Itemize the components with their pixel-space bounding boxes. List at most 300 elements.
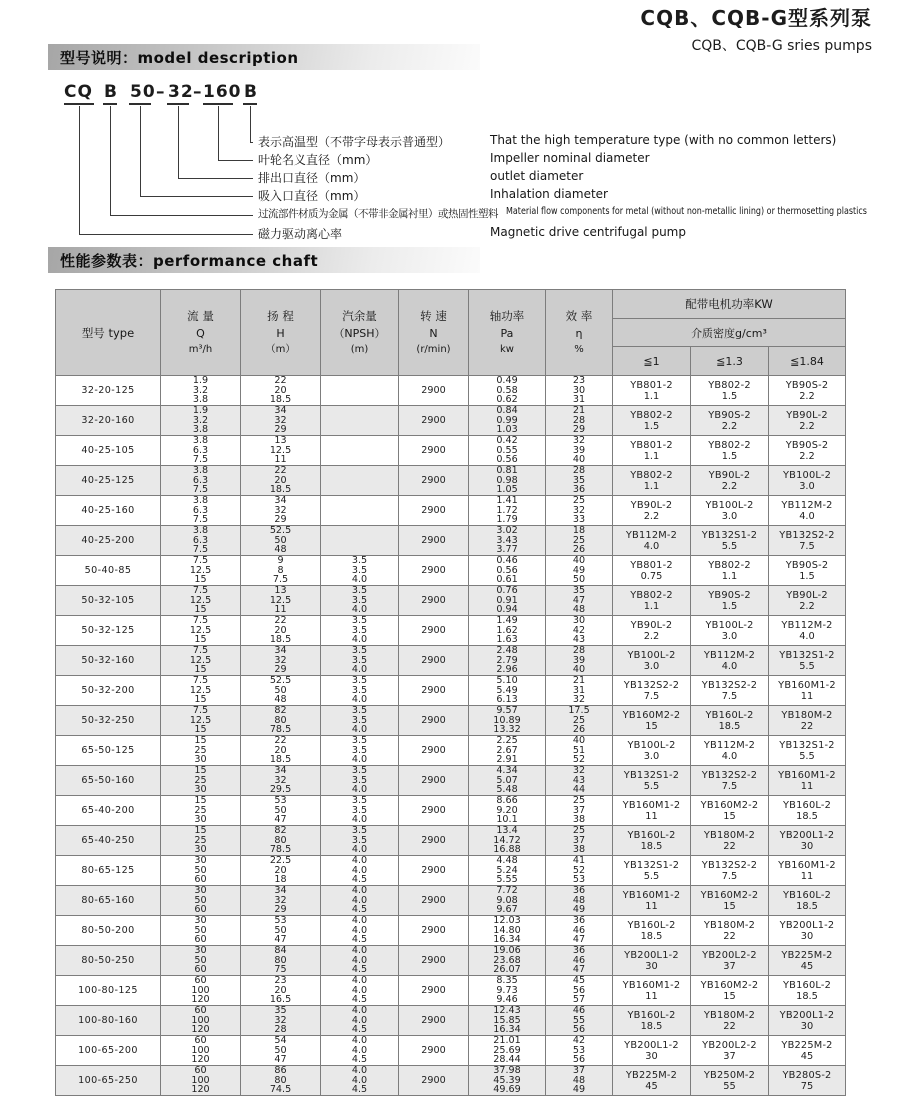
- cell-motor-1: YB160L-2 18.5: [613, 1006, 691, 1036]
- code-tick: [64, 103, 94, 105]
- table-row: [56, 826, 846, 856]
- cell-npsh: 4.0 4.0 4.5: [321, 1066, 399, 1096]
- legend-label-en: Magnetic drive centrifugal pump: [490, 225, 686, 239]
- cell-efficiency: 23 30 31: [546, 376, 613, 406]
- cell-head: 22 20 18.5: [241, 736, 321, 766]
- cell-motor-2: YB160L-2 18.5: [691, 706, 769, 736]
- col-header-npsh: 汽余量 （NPSH） (m): [321, 290, 399, 376]
- cell-shaft-power: 0.42 0.55 0.56: [469, 436, 546, 466]
- cell-speed: 2900: [399, 616, 469, 646]
- cell-motor-3: YB132S1-2 5.5: [769, 736, 846, 766]
- cell-motor-2: YB90S-2 2.2: [691, 406, 769, 436]
- cell-speed: 2900: [399, 796, 469, 826]
- performance-table-head: [56, 290, 846, 376]
- cell-efficiency: 21 31 32: [546, 676, 613, 706]
- cell-efficiency: 25 37 38: [546, 796, 613, 826]
- table-row: [56, 1036, 846, 1066]
- cell-shaft-power: 1.41 1.72 1.79: [469, 496, 546, 526]
- cell-efficiency: 17.5 25 26: [546, 706, 613, 736]
- cell-head: 86 80 74.5: [241, 1066, 321, 1096]
- table-row: [56, 766, 846, 796]
- model-code-part: 160: [203, 82, 242, 102]
- cell-shaft-power: 0.46 0.56 0.61: [469, 556, 546, 586]
- table-row: [56, 976, 846, 1006]
- code-tick: [243, 103, 257, 105]
- cell-efficiency: 41 52 53: [546, 856, 613, 886]
- table-row: [56, 916, 846, 946]
- legend-label-zh: 过流部件材质为金属（不带非金属衬里）或热固性塑料: [258, 208, 498, 220]
- table-row: [56, 556, 846, 586]
- col-header-motor-group: 配带电机功率KW: [613, 290, 846, 319]
- cell-motor-2: YB160M2-2 15: [691, 796, 769, 826]
- cell-type: 32-20-160: [56, 406, 161, 436]
- cell-flow: 7.5 12.5 15: [161, 646, 241, 676]
- table-row: [56, 856, 846, 886]
- cell-motor-3: YB160L-2 18.5: [769, 796, 846, 826]
- cell-flow: 7.5 12.5 15: [161, 586, 241, 616]
- code-tick: [103, 103, 117, 105]
- cell-type: 100-80-160: [56, 1006, 161, 1036]
- table-row: [56, 1006, 846, 1036]
- cell-motor-3: YB160L-2 18.5: [769, 976, 846, 1006]
- cell-motor-3: YB280S-2 75: [769, 1066, 846, 1096]
- cell-type: 40-25-105: [56, 436, 161, 466]
- model-code-part: 50: [130, 82, 156, 102]
- table-row: [56, 526, 846, 556]
- cell-motor-1: YB802-2 1.5: [613, 406, 691, 436]
- cell-head: 52.5 50 48: [241, 526, 321, 556]
- section-header-performance-label: 性能参数表：performance chaft: [60, 251, 319, 270]
- legend-label-en: That the high temperature type (with no common letters): [490, 133, 837, 147]
- cell-head: 34 32 29: [241, 406, 321, 436]
- cell-type: 100-65-200: [56, 1036, 161, 1066]
- cell-motor-1: YB160M1-2 11: [613, 796, 691, 826]
- cell-motor-1: YB100L-2 3.0: [613, 646, 691, 676]
- cell-motor-3: YB200L1-2 30: [769, 1006, 846, 1036]
- cell-efficiency: 36 48 49: [546, 886, 613, 916]
- cell-shaft-power: 19.06 23.68 26.07: [469, 946, 546, 976]
- cell-motor-1: YB802-2 1.1: [613, 586, 691, 616]
- cell-flow: 7.5 12.5 15: [161, 556, 241, 586]
- cell-motor-2: YB132S2-2 7.5: [691, 856, 769, 886]
- cell-npsh: [321, 466, 399, 496]
- cell-npsh: [321, 436, 399, 466]
- cell-motor-1: YB90L-2 2.2: [613, 616, 691, 646]
- cell-type: 80-50-200: [56, 916, 161, 946]
- table-row: [56, 406, 846, 436]
- cell-motor-1: YB112M-2 4.0: [613, 526, 691, 556]
- table-row: [56, 706, 846, 736]
- col-header-head: 扬 程 H （m）: [241, 290, 321, 376]
- cell-shaft-power: 2.48 2.79 2.96: [469, 646, 546, 676]
- cell-type: 50-32-250: [56, 706, 161, 736]
- cell-efficiency: 37 48 49: [546, 1066, 613, 1096]
- cell-speed: 2900: [399, 676, 469, 706]
- cell-head: 84 80 75: [241, 946, 321, 976]
- cell-type: 100-80-125: [56, 976, 161, 1006]
- cell-head: 53 50 47: [241, 796, 321, 826]
- cell-npsh: 4.0 4.0 4.5: [321, 886, 399, 916]
- cell-speed: 2900: [399, 646, 469, 676]
- cell-motor-3: YB100L-2 3.0: [769, 466, 846, 496]
- cell-motor-1: YB200L1-2 30: [613, 1036, 691, 1066]
- table-row: [56, 736, 846, 766]
- cell-head: 13 12.5 11: [241, 436, 321, 466]
- legend-label-zh: 叶轮名义直径（mm）: [258, 153, 378, 167]
- cell-motor-2: YB180M-2 22: [691, 826, 769, 856]
- cell-efficiency: 46 55 56: [546, 1006, 613, 1036]
- cell-npsh: 4.0 4.0 4.5: [321, 1036, 399, 1066]
- code-tick: [203, 103, 233, 105]
- cell-speed: 2900: [399, 526, 469, 556]
- cell-head: 82 80 78.5: [241, 826, 321, 856]
- cell-speed: 2900: [399, 886, 469, 916]
- cell-efficiency: 40 51 52: [546, 736, 613, 766]
- cell-npsh: 4.0 4.0 4.5: [321, 856, 399, 886]
- cell-head: 22.5 20 18: [241, 856, 321, 886]
- cell-motor-1: YB90L-2 2.2: [613, 496, 691, 526]
- cell-shaft-power: 8.66 9.20 10.1: [469, 796, 546, 826]
- cell-speed: 2900: [399, 1066, 469, 1096]
- cell-shaft-power: 4.48 5.24 5.55: [469, 856, 546, 886]
- cell-npsh: 3.5 3.5 4.0: [321, 736, 399, 766]
- cell-motor-2: YB802-2 1.1: [691, 556, 769, 586]
- cell-motor-2: YB180M-2 22: [691, 1006, 769, 1036]
- cell-motor-1: YB801-2 1.1: [613, 436, 691, 466]
- cell-type: 65-40-250: [56, 826, 161, 856]
- cell-shaft-power: 12.03 14.80 16.34: [469, 916, 546, 946]
- cell-flow: 60 100 120: [161, 1066, 241, 1096]
- cell-speed: 2900: [399, 856, 469, 886]
- table-row: [56, 616, 846, 646]
- cell-npsh: 4.0 4.0 4.5: [321, 916, 399, 946]
- cell-flow: 15 25 30: [161, 736, 241, 766]
- model-code-part: B: [104, 82, 118, 102]
- col-header-shaft-power: 轴功率 Pa kw: [469, 290, 546, 376]
- col-header-density-le1-3: ≦1.3: [691, 347, 769, 376]
- cell-flow: 7.5 12.5 15: [161, 676, 241, 706]
- cell-npsh: 3.5 3.5 4.0: [321, 706, 399, 736]
- cell-type: 80-65-125: [56, 856, 161, 886]
- cell-motor-3: YB160L-2 18.5: [769, 886, 846, 916]
- cell-motor-2: YB160M2-2 15: [691, 886, 769, 916]
- table-row: [56, 946, 846, 976]
- cell-motor-3: YB90S-2 2.2: [769, 376, 846, 406]
- cell-motor-1: YB160M1-2 11: [613, 976, 691, 1006]
- cell-motor-2: YB100L-2 3.0: [691, 496, 769, 526]
- cell-motor-1: YB100L-2 3.0: [613, 736, 691, 766]
- cell-motor-1: YB132S2-2 7.5: [613, 676, 691, 706]
- cell-efficiency: 36 46 47: [546, 916, 613, 946]
- cell-motor-2: YB200L2-2 37: [691, 1036, 769, 1066]
- cell-shaft-power: 0.76 0.91 0.94: [469, 586, 546, 616]
- cell-efficiency: 35 47 48: [546, 586, 613, 616]
- cell-motor-1: YB225M-2 45: [613, 1066, 691, 1096]
- table-row: [56, 586, 846, 616]
- legend-label-en: Material flow components for metal (without non-metallic lining) or thermosetting plastics: [506, 206, 867, 217]
- cell-shaft-power: 5.10 5.49 6.13: [469, 676, 546, 706]
- cell-type: 50-40-85: [56, 556, 161, 586]
- cell-speed: 2900: [399, 1036, 469, 1066]
- cell-type: 65-50-160: [56, 766, 161, 796]
- cell-npsh: 3.5 3.5 4.0: [321, 556, 399, 586]
- cell-efficiency: 40 49 50: [546, 556, 613, 586]
- cell-head: 13 12.5 11: [241, 586, 321, 616]
- legend-label-zh: 吸入口直径（mm）: [258, 189, 366, 203]
- cell-npsh: 3.5 3.5 4.0: [321, 646, 399, 676]
- cell-motor-1: YB132S1-2 5.5: [613, 766, 691, 796]
- cell-shaft-power: 8.35 9.73 9.46: [469, 976, 546, 1006]
- cell-shaft-power: 9.57 10.89 13.32: [469, 706, 546, 736]
- table-row: [56, 886, 846, 916]
- cell-shaft-power: 12.43 15.85 16.34: [469, 1006, 546, 1036]
- document-title-zh: CQB、CQB-G型系列泵: [640, 6, 872, 30]
- col-header-density: 介质密度g/cm³: [613, 319, 846, 347]
- legend-label-zh: 表示高温型（不带字母表示普通型）: [258, 135, 451, 149]
- section-header-performance: [48, 247, 480, 273]
- cell-type: 80-50-250: [56, 946, 161, 976]
- cell-efficiency: 21 28 29: [546, 406, 613, 436]
- cell-motor-3: YB160M1-2 11: [769, 766, 846, 796]
- cell-motor-3: YB160M1-2 11: [769, 676, 846, 706]
- cell-shaft-power: 1.49 1.62 1.63: [469, 616, 546, 646]
- col-header-flow: 流 量 Q m³/h: [161, 290, 241, 376]
- cell-npsh: 4.0 4.0 4.5: [321, 946, 399, 976]
- cell-flow: 30 50 60: [161, 856, 241, 886]
- cell-head: 82 80 78.5: [241, 706, 321, 736]
- cell-head: 54 50 47: [241, 1036, 321, 1066]
- code-tick: [129, 103, 151, 105]
- cell-type: 50-32-200: [56, 676, 161, 706]
- cell-type: 40-25-160: [56, 496, 161, 526]
- cell-motor-3: YB132S2-2 7.5: [769, 526, 846, 556]
- section-header-model-description: [48, 44, 480, 70]
- legend-label-zh: 磁力驱动离心率: [258, 227, 343, 241]
- cell-motor-3: YB225M-2 45: [769, 946, 846, 976]
- cell-speed: 2900: [399, 916, 469, 946]
- cell-motor-3: YB180M-2 22: [769, 706, 846, 736]
- cell-motor-2: YB132S2-2 7.5: [691, 676, 769, 706]
- col-header-efficiency: 效 率 η %: [546, 290, 613, 376]
- cell-type: 50-32-125: [56, 616, 161, 646]
- document-title-en: CQB、CQB-G sries pumps: [691, 38, 872, 54]
- cell-motor-2: YB802-2 1.5: [691, 376, 769, 406]
- cell-speed: 2900: [399, 556, 469, 586]
- col-header-type: 型号 type: [56, 290, 161, 376]
- cell-motor-3: YB200L1-2 30: [769, 916, 846, 946]
- cell-flow: 15 25 30: [161, 766, 241, 796]
- cell-motor-2: YB180M-2 22: [691, 916, 769, 946]
- cell-speed: 2900: [399, 976, 469, 1006]
- cell-npsh: [321, 526, 399, 556]
- cell-head: 34 32 29.5: [241, 766, 321, 796]
- cell-head: 52.5 50 48: [241, 676, 321, 706]
- cell-flow: 7.5 12.5 15: [161, 706, 241, 736]
- cell-motor-1: YB801-2 1.1: [613, 376, 691, 406]
- cell-motor-3: YB200L1-2 30: [769, 826, 846, 856]
- cell-head: 34 32 29: [241, 496, 321, 526]
- cell-speed: 2900: [399, 496, 469, 526]
- model-code-part: –: [156, 82, 166, 102]
- cell-motor-1: YB160M1-2 11: [613, 886, 691, 916]
- cell-shaft-power: 0.84 0.99 1.03: [469, 406, 546, 436]
- cell-head: 22 20 18.5: [241, 466, 321, 496]
- cell-efficiency: 30 42 43: [546, 616, 613, 646]
- cell-motor-2: YB250M-2 55: [691, 1066, 769, 1096]
- model-code-part: –: [193, 82, 203, 102]
- cell-shaft-power: 2.25 2.67 2.91: [469, 736, 546, 766]
- connector-line: [79, 106, 253, 235]
- cell-type: 40-25-200: [56, 526, 161, 556]
- cell-motor-2: YB112M-2 4.0: [691, 736, 769, 766]
- cell-flow: 30 50 60: [161, 916, 241, 946]
- document-title: [640, 2, 872, 55]
- cell-shaft-power: 3.02 3.43 3.77: [469, 526, 546, 556]
- col-header-speed: 转 速 N (r/min): [399, 290, 469, 376]
- cell-type: 65-40-200: [56, 796, 161, 826]
- col-header-density-le1: ≦1: [613, 347, 691, 376]
- cell-npsh: 3.5 3.5 4.0: [321, 766, 399, 796]
- cell-head: 34 32 29: [241, 646, 321, 676]
- cell-head: 34 32 29: [241, 886, 321, 916]
- cell-npsh: [321, 406, 399, 436]
- cell-npsh: [321, 376, 399, 406]
- table-row: [56, 436, 846, 466]
- cell-speed: 2900: [399, 406, 469, 436]
- cell-type: 40-25-125: [56, 466, 161, 496]
- cell-efficiency: 18 25 26: [546, 526, 613, 556]
- cell-motor-1: YB132S1-2 5.5: [613, 856, 691, 886]
- cell-motor-2: YB200L2-2 37: [691, 946, 769, 976]
- cell-npsh: 4.0 4.0 4.5: [321, 1006, 399, 1036]
- cell-type: 32-20-125: [56, 376, 161, 406]
- cell-motor-3: YB90L-2 2.2: [769, 406, 846, 436]
- cell-head: 23 20 16.5: [241, 976, 321, 1006]
- cell-motor-3: YB90S-2 2.2: [769, 436, 846, 466]
- cell-flow: 30 50 60: [161, 946, 241, 976]
- cell-flow: 60 100 120: [161, 976, 241, 1006]
- code-tick: [167, 103, 189, 105]
- cell-efficiency: 28 35 36: [546, 466, 613, 496]
- cell-motor-1: YB200L1-2 30: [613, 946, 691, 976]
- legend-label-en: outlet diameter: [490, 169, 584, 183]
- cell-motor-1: YB160L-2 18.5: [613, 916, 691, 946]
- legend-label-en: Inhalation diameter: [490, 187, 608, 201]
- cell-npsh: [321, 496, 399, 526]
- cell-head: 22 20 18.5: [241, 616, 321, 646]
- table-row: [56, 496, 846, 526]
- table-row: [56, 796, 846, 826]
- model-code-diagram: [0, 82, 900, 244]
- cell-type: 50-32-105: [56, 586, 161, 616]
- cell-speed: 2900: [399, 766, 469, 796]
- cell-npsh: 3.5 3.5 4.0: [321, 826, 399, 856]
- cell-flow: 7.5 12.5 15: [161, 616, 241, 646]
- cell-shaft-power: 0.81 0.98 1.05: [469, 466, 546, 496]
- cell-shaft-power: 7.72 9.08 9.67: [469, 886, 546, 916]
- cell-flow: 3.8 6.3 7.5: [161, 526, 241, 556]
- cell-efficiency: 32 43 44: [546, 766, 613, 796]
- cell-speed: 2900: [399, 466, 469, 496]
- section-header-model-description-label: 型号说明：model description: [60, 48, 299, 67]
- cell-motor-3: YB90L-2 2.2: [769, 586, 846, 616]
- cell-shaft-power: 21.01 25.69 28.44: [469, 1036, 546, 1066]
- model-code-part: B: [244, 82, 258, 102]
- performance-table: [55, 289, 846, 1096]
- cell-type: 50-32-160: [56, 646, 161, 676]
- cell-efficiency: 28 39 40: [546, 646, 613, 676]
- cell-npsh: 3.5 3.5 4.0: [321, 616, 399, 646]
- cell-type: 100-65-250: [56, 1066, 161, 1096]
- cell-npsh: 3.5 3.5 4.0: [321, 586, 399, 616]
- cell-efficiency: 25 37 38: [546, 826, 613, 856]
- cell-head: 35 32 28: [241, 1006, 321, 1036]
- table-row: [56, 1066, 846, 1096]
- table-row: [56, 376, 846, 406]
- cell-motor-2: YB160M2-2 15: [691, 976, 769, 1006]
- cell-efficiency: 45 56 57: [546, 976, 613, 1006]
- cell-flow: 30 50 60: [161, 886, 241, 916]
- cell-motor-2: YB90L-2 2.2: [691, 466, 769, 496]
- cell-type: 65-50-125: [56, 736, 161, 766]
- cell-flow: 15 25 30: [161, 826, 241, 856]
- cell-efficiency: 25 32 33: [546, 496, 613, 526]
- legend-label-en: Impeller nominal diameter: [490, 151, 650, 165]
- cell-motor-1: YB160L-2 18.5: [613, 826, 691, 856]
- cell-speed: 2900: [399, 586, 469, 616]
- legend-label-zh: 排出口直径（mm）: [258, 171, 366, 185]
- cell-flow: 3.8 6.3 7.5: [161, 496, 241, 526]
- performance-table-body: [56, 376, 846, 1096]
- cell-shaft-power: 4.34 5.07 5.48: [469, 766, 546, 796]
- cell-flow: 3.8 6.3 7.5: [161, 436, 241, 466]
- cell-motor-2: YB132S1-2 5.5: [691, 526, 769, 556]
- table-row: [56, 676, 846, 706]
- cell-motor-2: YB802-2 1.5: [691, 436, 769, 466]
- table-row: [56, 646, 846, 676]
- cell-head: 53 50 47: [241, 916, 321, 946]
- cell-motor-1: YB160M2-2 15: [613, 706, 691, 736]
- cell-efficiency: 42 53 56: [546, 1036, 613, 1066]
- cell-speed: 2900: [399, 736, 469, 766]
- cell-flow: 3.8 6.3 7.5: [161, 466, 241, 496]
- cell-motor-3: YB112M-2 4.0: [769, 616, 846, 646]
- cell-npsh: 3.5 3.5 4.0: [321, 676, 399, 706]
- cell-efficiency: 32 39 40: [546, 436, 613, 466]
- cell-motor-1: YB802-2 1.1: [613, 466, 691, 496]
- cell-speed: 2900: [399, 946, 469, 976]
- cell-motor-2: YB132S2-2 7.5: [691, 766, 769, 796]
- cell-type: 80-65-160: [56, 886, 161, 916]
- cell-npsh: 4.0 4.0 4.5: [321, 976, 399, 1006]
- cell-shaft-power: 0.49 0.58 0.62: [469, 376, 546, 406]
- cell-npsh: 3.5 3.5 4.0: [321, 796, 399, 826]
- cell-flow: 60 100 120: [161, 1006, 241, 1036]
- cell-motor-2: YB112M-2 4.0: [691, 646, 769, 676]
- cell-flow: 15 25 30: [161, 796, 241, 826]
- cell-motor-3: YB132S1-2 5.5: [769, 646, 846, 676]
- table-row: [56, 466, 846, 496]
- cell-speed: 2900: [399, 706, 469, 736]
- model-code-part: CQ: [64, 82, 93, 102]
- cell-motor-3: YB112M-2 4.0: [769, 496, 846, 526]
- cell-shaft-power: 37.98 45.39 49.69: [469, 1066, 546, 1096]
- cell-speed: 2900: [399, 436, 469, 466]
- cell-flow: 1.9 3.2 3.8: [161, 406, 241, 436]
- cell-motor-3: YB160M1-2 11: [769, 856, 846, 886]
- model-code-part: 32: [168, 82, 194, 102]
- cell-shaft-power: 13.4 14.72 16.88: [469, 826, 546, 856]
